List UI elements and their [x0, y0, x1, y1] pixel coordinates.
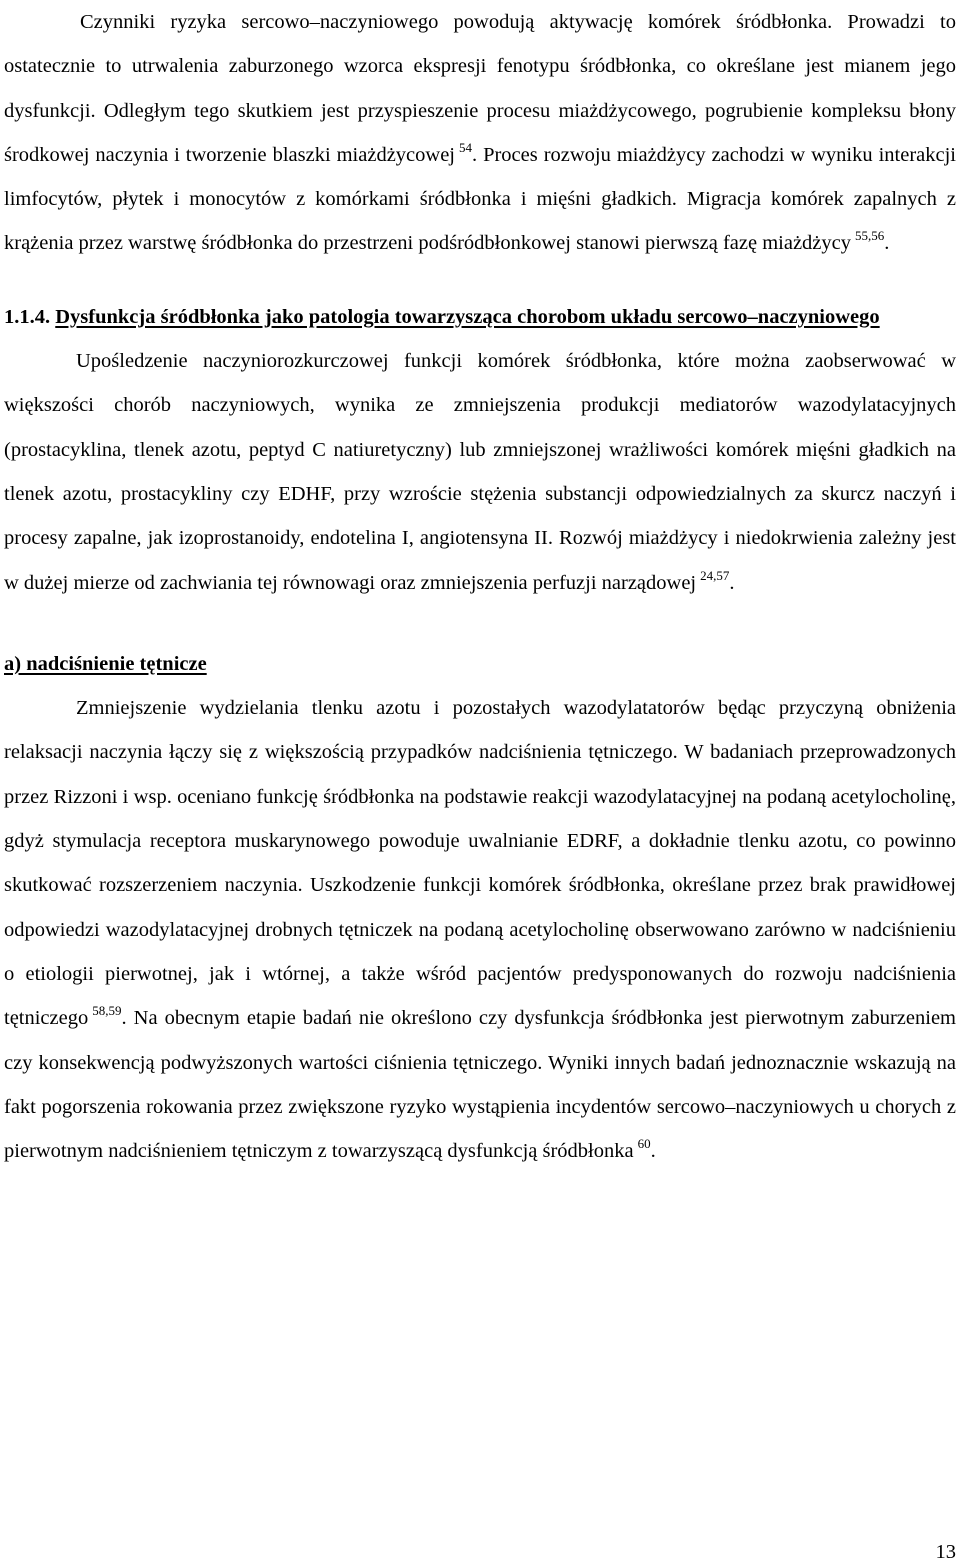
subsection-heading: a) nadciśnienie tętnicze [4, 652, 207, 675]
section-heading [4, 295, 956, 339]
section-number: 1.1.4. [4, 305, 51, 328]
citation-reference: 54 [459, 139, 472, 155]
paragraph-text: Zmniejszenie wydzielania tlenku azotu i pozostałych wazodylatatorów będąc przyczyną obniżenia relaksacji naczynia łączy się z większością przypadków nadciśnienia tętniczego. W badaniach przeprowadzonych przez Rizzoni i wsp. oceniano funkcję śródbłonka na podstawie reakcji wazodylatacyjnej na podaną acetylocholinę, gdyż stymulacja receptora muskarynowego powoduje uwalnianie EDRF, a dokładnie tlenku azotu, co powinno skutkować rozszerzeniem naczynia. Uszkodzenie funkcji komórek śródbłonka, określane przez brak prawidłowej odpowiedzi wazodylatacyjnej drobnych tętniczek na podaną acetylocholinę obserwowano zarówno w nadciśnieniu o etiologii pierwotnej, jak i wtórnej, a także wśród pacjentów predysponowanych do rozwoju nadciśnienia tętniczego [4, 697, 956, 1030]
section-spacer [4, 266, 956, 295]
paragraph-vasodilation-impairment [4, 339, 956, 605]
page-content [4, 0, 956, 1173]
citation-reference: 55,56 [855, 228, 885, 244]
page-number: 13 [935, 1541, 956, 1563]
paragraph-text: . [884, 232, 890, 255]
section-title: Dysfunkcja śródbłonka jako patologia towarzysząca chorobom układu sercowo–naczyniowego [55, 305, 880, 328]
paragraph-text: . [650, 1140, 656, 1163]
paragraph-text: . [729, 571, 735, 594]
paragraph-text: Upośledzenie naczyniorozkurczowej funkcji komórek śródbłonka, które można zaobserwować w większości chorób naczyniowych, wynika ze zmniejszenia produkcji mediatorów wazodylatacyjnych (prostacyklina, tlenek azotu, peptyd C natiuretyczny) lub zmniejszonej wrażliwości komórek mięśni gładkich na tlenek azotu, prostacykliny czy EDHF, przy wzroście stężenia substancji odpowiedzialnych za skurcz naczyń i procesy zapalne, jak izoprostanoidy, endotelina I, angiotensyna II. Rozwój miażdżycy i niedokrwienia zależny jest w dużej mierze od zachwiania tej równowagi oraz zmniejszenia perfuzji narządowej [4, 350, 956, 594]
paragraph-text: Czynniki ryzyka sercowo–naczyniowego powodują aktywację komórek śródbłonka. Prowadzi to ostatecznie to utrwalenia zaburzonego wzorca ekspresji fenotypu śródbłonka, co określane jest mianem jego dysfunkcji. Odległym tego skutkiem jest przyspieszenie procesu miażdżycowego, pogrubienie kompleksu błony środkowej naczynia i tworzenie blaszki miażdżycowej [4, 11, 956, 166]
citation-reference: 24,57 [700, 567, 730, 583]
section-spacer [4, 605, 956, 642]
paragraph-hypertension [4, 686, 956, 1173]
paragraph-text: . Na obecnym etapie badań nie określono czy dysfunkcja śródbłonka jest pierwotnym zaburzeniem czy konsekwencją podwyższonych wartości ciśnienia tętniczego. Wyniki innych badań jednoznacznie wskazują na fakt pogorszenia rokowania przez zwiększone ryzyko wystąpienia incydentów sercowo–naczyniowych u chorych z pierwotnym nadciśnieniem tętniczym z towarzyszącą dysfunkcją śródbłonka [4, 1007, 956, 1163]
paragraph-text: . Proces rozwoju miażdżycy zachodzi w wyniku interakcji limfocytów, płytek i monocytów z komórkami śródbłonka i mięśni gładkich. Migracja komórek zapalnych z krążenia przez warstwę śródbłonka do przestrzeni podśródbłonkowej stanowi pierwszą fazę miażdżycy [4, 143, 956, 255]
citation-reference: 58,59 [92, 1003, 122, 1019]
citation-reference: 60 [637, 1136, 651, 1152]
paragraph-endothelial-activation [4, 0, 956, 266]
